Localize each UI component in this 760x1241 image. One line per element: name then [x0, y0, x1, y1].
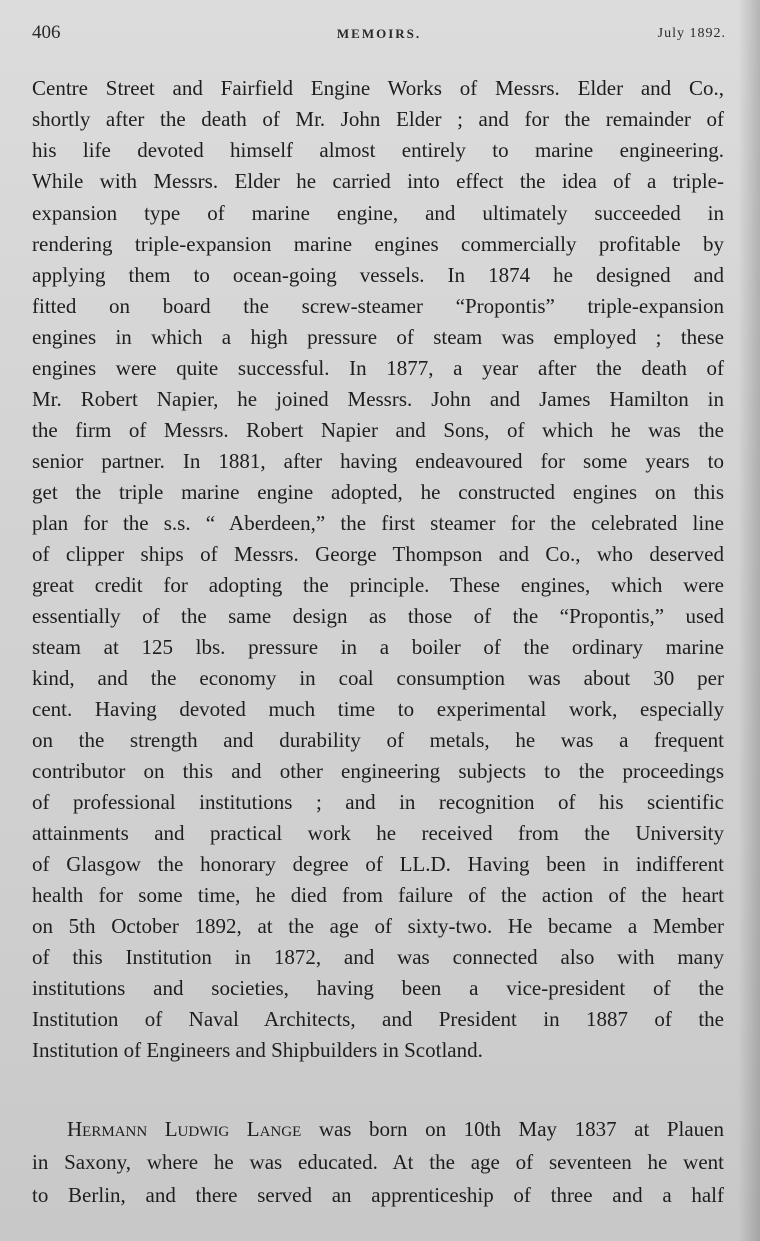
text-line: fitted on board the screw-steamer “Propontis” triple-expansion — [32, 294, 724, 318]
text-line: contributor on this and other engineering subjects to the proceedings — [32, 759, 724, 783]
text-line: engines in which a high pressure of steam was employed ; these — [32, 325, 724, 349]
text-line: institutions and societies, having been a vice-president of the — [32, 976, 724, 1000]
text-line: on the strength and durability of metals, he was a frequent — [32, 728, 724, 752]
text-line: plan for the s.s. “ Aberdeen,” the first steamer for the celebrated line — [32, 511, 724, 535]
page-number: 406 — [32, 22, 61, 43]
text-line: shortly after the death of Mr. John Elder ; and for the remainder of — [32, 107, 724, 131]
text-line: in Saxony, where he was educated. At the age of seventeen he went — [32, 1150, 724, 1174]
text-line: engines were quite successful. In 1877, a year after the death of — [32, 356, 724, 380]
text-line: of this Institution in 1872, and was connected also with many — [32, 945, 724, 969]
text-line: get the triple marine engine adopted, he constructed engines on this — [32, 480, 724, 504]
text-line: on 5th October 1892, at the age of sixty-two. He became a Member — [32, 914, 724, 938]
text-line: Institution of Engineers and Shipbuilders in Scotland. — [32, 1038, 483, 1062]
text-line: of Glasgow the honorary degree of LL.D. Having been in indifferent — [32, 852, 724, 876]
page-edge-shadow — [738, 0, 760, 1241]
text-line: Centre Street and Fairfield Engine Works of Messrs. Elder and Co., — [32, 76, 724, 100]
text-line: to Berlin, and there served an apprenticeship of three and a half — [32, 1183, 724, 1207]
text-line: his life devoted himself almost entirely to marine engineering. — [32, 138, 724, 162]
text-line: Institution of Naval Architects, and President in 1887 of the — [32, 1007, 724, 1031]
text-line: the firm of Messrs. Robert Napier and Sons, of which he was the — [32, 418, 724, 442]
text-line: expansion type of marine engine, and ultimately succeeded in — [32, 201, 724, 225]
text-line: of professional institutions ; and in recognition of his scientific — [32, 790, 724, 814]
text-line: kind, and the economy in coal consumption was about 30 per — [32, 666, 724, 690]
running-head — [32, 22, 726, 50]
text-line: Mr. Robert Napier, he joined Messrs. John and James Hamilton in — [32, 387, 724, 411]
text-line: great credit for adopting the principle. These engines, which were — [32, 573, 724, 597]
subject-name: Hermann Ludwig Lange — [67, 1117, 302, 1141]
text-line: cent. Having devoted much time to experimental work, especially — [32, 697, 724, 721]
text-line: While with Messrs. Elder he carried into effect the idea of a triple- — [32, 169, 724, 193]
text-line: of clipper ships of Messrs. George Thompson and Co., who deserved — [32, 542, 724, 566]
text-line-first — [67, 1114, 724, 1144]
text-line: rendering triple-expansion marine engines commercially profitable by — [32, 232, 724, 256]
text-line: applying them to ocean-going vessels. In 1874 he designed and — [32, 263, 724, 287]
text-line: health for some time, he died from failure of the action of the heart — [32, 883, 724, 907]
text-line: senior partner. In 1881, after having endeavoured for some years to — [32, 449, 724, 473]
first-line-rest: was born on 10th May 1837 at Plauen — [318, 1117, 724, 1141]
text-line: essentially of the same design as those of the “Propontis,” used — [32, 604, 724, 628]
section-title: MEMOIRS. — [336, 26, 422, 41]
issue-date: July 1892. — [657, 26, 726, 41]
text-line: steam at 125 lbs. pressure in a boiler of the ordinary marine — [32, 635, 724, 659]
text-line: attainments and practical work he received from the University — [32, 821, 724, 845]
